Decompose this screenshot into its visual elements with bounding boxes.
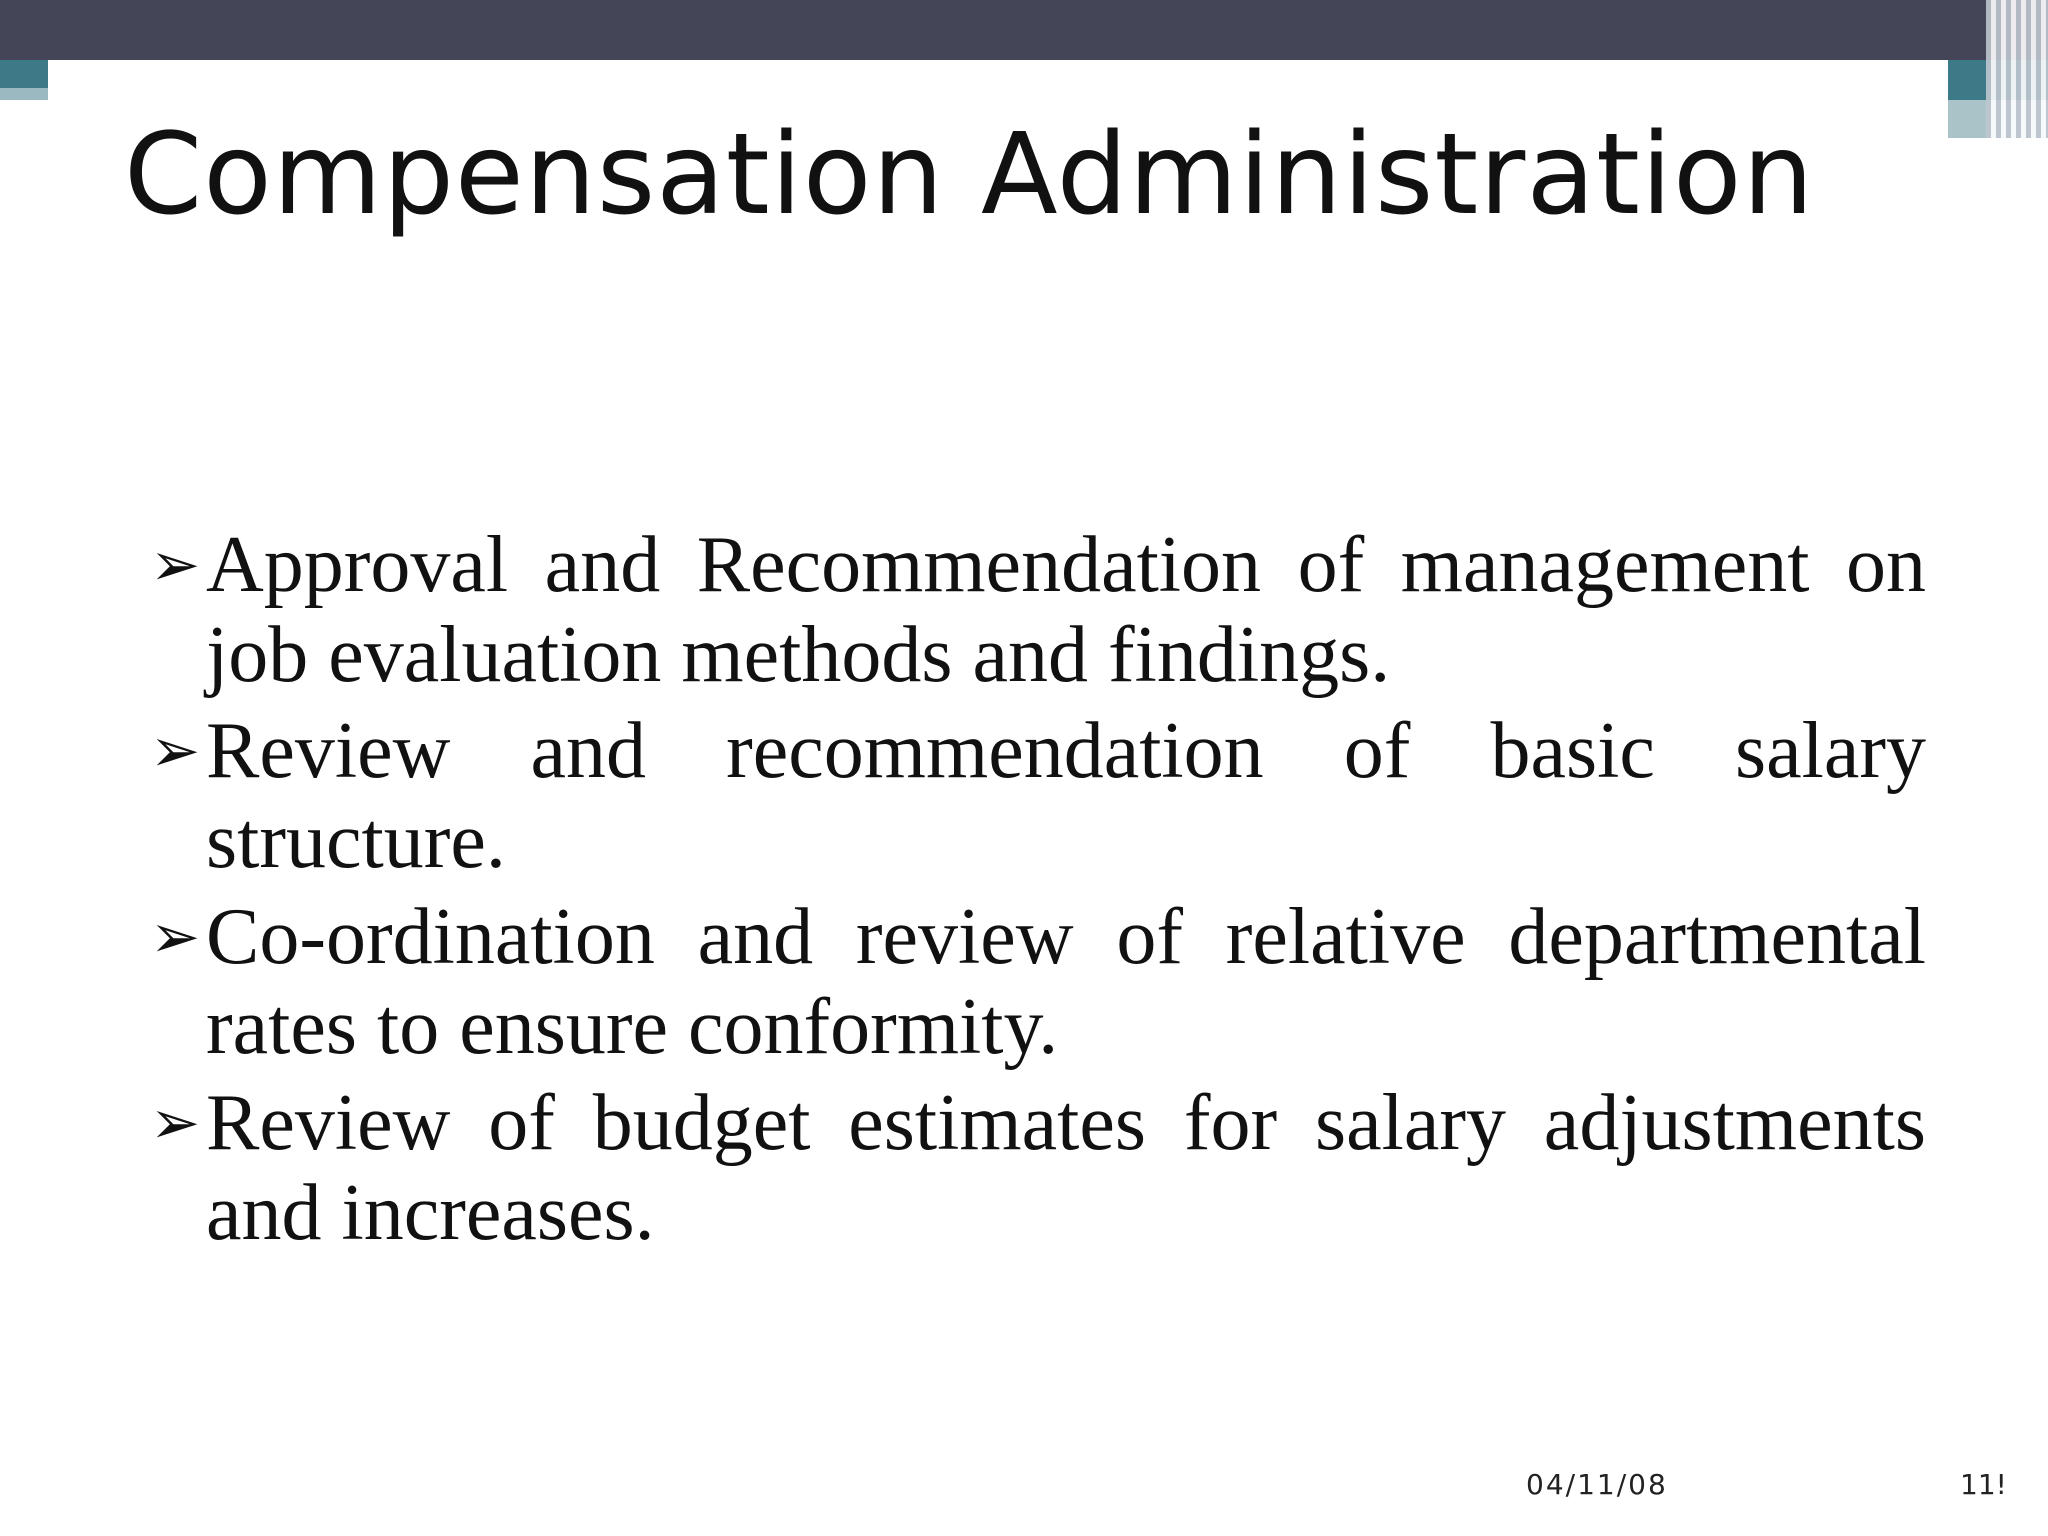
bullet-text: Review and recommendation of basic salary structure. <box>206 707 1926 885</box>
bullet-item <box>150 892 1926 1072</box>
bullet-list <box>150 520 1926 1264</box>
left-accent-teal <box>0 60 48 88</box>
bullet-text: Review of budget estimates for salary adjustments and increases. <box>206 1079 1926 1257</box>
decorative-stripes <box>1986 0 2048 138</box>
bullet-item <box>150 1078 1926 1258</box>
footer-page-number: 11! <box>1960 1468 2007 1501</box>
arrowhead-bullet-icon: ➢ <box>150 530 201 600</box>
arrowhead-bullet-icon: ➢ <box>150 902 201 972</box>
bullet-item <box>150 520 1926 700</box>
left-accent-block <box>0 60 48 100</box>
left-accent-light <box>0 88 48 100</box>
bullet-text: Approval and Recommendation of management on job evaluation methods and findings. <box>206 521 1926 699</box>
top-bar <box>0 0 2048 60</box>
arrowhead-bullet-icon: ➢ <box>150 1088 201 1158</box>
arrowhead-bullet-icon: ➢ <box>150 716 201 786</box>
slide-title: Compensation Administration <box>124 110 1815 240</box>
bullet-item <box>150 706 1926 886</box>
footer-date: 04/11/08 <box>1526 1468 1668 1501</box>
bullet-text: Co-ordination and review of relative departmental rates to ensure conformity. <box>206 893 1926 1071</box>
